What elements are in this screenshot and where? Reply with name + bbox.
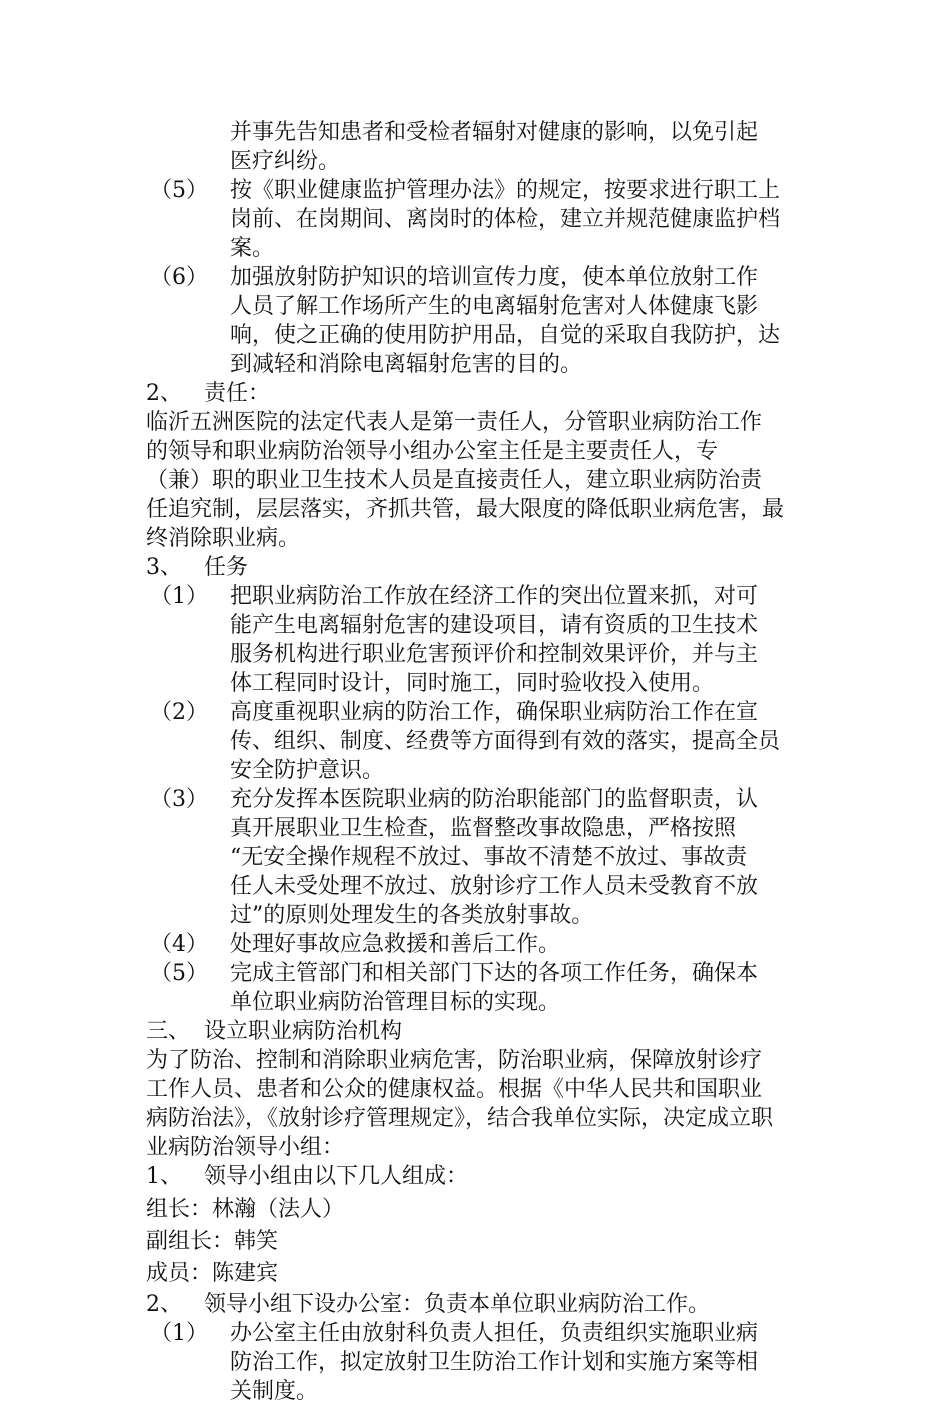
heading-number: 三、	[146, 1019, 191, 1044]
text-line: 并事先告知患者和受检者辐射对健康的影响，以免引起	[230, 120, 759, 145]
group-members	[146, 1191, 806, 1290]
group-leader: 组长：林瀚（法人）	[146, 1197, 345, 1222]
group-member: 成员：陈建宾	[146, 1261, 279, 1286]
section-heading-organization	[146, 1017, 806, 1046]
responsibility-paragraph	[146, 408, 806, 553]
heading-text: 领导小组下设办公室：负责本单位职业病防治工作。	[204, 1292, 711, 1317]
task-item-5	[146, 959, 806, 1017]
heading-text: 设立职业病防治机构	[204, 1019, 403, 1044]
section-heading-responsibility	[146, 379, 806, 408]
text-line: 真开展职业卫生检查，监督整改事故隐患，严格按照	[230, 816, 737, 841]
item-number: （1）	[150, 1321, 208, 1346]
text-line: 传、组织、制度、经费等方面得到有效的落实，提高全员	[230, 729, 781, 754]
text-line: 任人未受处理不放过、放射诊疗工作人员未受教育不放	[230, 874, 759, 899]
item-number: （4）	[150, 932, 208, 957]
item-number: （5）	[150, 178, 208, 203]
heading-number: 2、	[146, 1292, 182, 1317]
text-line: 单位职业病防治管理目标的实现。	[230, 990, 561, 1015]
organization-paragraph	[146, 1046, 806, 1162]
item-number: （6）	[150, 265, 208, 290]
text-line: 完成主管部门和相关部门下达的各项工作任务，确保本	[230, 961, 759, 986]
item-body	[230, 785, 806, 930]
item-body	[230, 176, 806, 263]
text-line: 关制度。	[230, 1379, 319, 1404]
text-line: 能产生电离辐射危害的建设项目，请有资质的卫生技术	[230, 613, 759, 638]
document-body	[146, 118, 806, 1406]
section-heading-tasks	[146, 553, 806, 582]
measure-item-6	[146, 263, 806, 379]
text-line: 充分发挥本医院职业病的防治职能部门的监督职责，认	[230, 787, 759, 812]
task-item-1	[146, 582, 806, 698]
item-body	[230, 959, 806, 1017]
heading-text: 领导小组由以下几人组成：	[204, 1164, 469, 1189]
item-body	[230, 930, 806, 959]
text-line: 任追究制，层层落实，齐抓共管，最大限度的降低职业病危害，最	[146, 497, 785, 522]
text-line: 把职业病防治工作放在经济工作的突出位置来抓，对可	[230, 584, 759, 609]
heading-text: 任务	[204, 555, 249, 580]
text-line: 到减轻和消除电离辐射危害的目的。	[230, 352, 583, 377]
text-line: 工作人员、患者和公众的健康权益。根据《中华人民共和国职业	[146, 1077, 763, 1102]
text-line: 的领导和职业病防治领导小组办公室主任是主要责任人，专	[146, 439, 719, 464]
text-line: （兼）职的职业卫生技术人员是直接责任人，建立职业病防治责	[146, 468, 763, 493]
text-line: 医疗纠纷。	[230, 149, 341, 174]
subsection-heading-group	[146, 1162, 806, 1191]
task-item-4	[146, 930, 806, 959]
text-line: 安全防护意识。	[230, 758, 385, 783]
measure-item-5	[146, 176, 806, 263]
text-line: 响，使之正确的使用防护用品，自觉的采取自我防护，达	[230, 323, 781, 348]
item-number-empty	[146, 118, 230, 147]
heading-number: 2、	[146, 381, 182, 406]
text-line: 过”的原则处理发生的各类放射事故。	[230, 903, 594, 928]
item-body	[230, 118, 806, 176]
text-line: 高度重视职业病的防治工作，确保职业病防治工作在宣	[230, 700, 759, 725]
text-line: 岗前、在岗期间、离岗时的体检，建立并规范健康监护档	[230, 207, 781, 232]
item-number: （2）	[150, 700, 208, 725]
heading-text: 责任：	[204, 381, 271, 406]
heading-number: 3、	[146, 555, 182, 580]
item-body	[230, 263, 806, 379]
heading-number: 1、	[146, 1164, 182, 1189]
task-item-3	[146, 785, 806, 930]
text-line: 防治工作，拟定放射卫生防治工作计划和实施方案等相	[230, 1350, 759, 1375]
subsection-heading-office	[146, 1290, 806, 1319]
item-number: （1）	[150, 584, 208, 609]
task-item-2	[146, 698, 806, 785]
item-body	[230, 582, 806, 698]
text-line: 办公室主任由放射科负责人担任，负责组织实施职业病	[230, 1321, 759, 1346]
text-line: 按《职业健康监护管理办法》的规定，按要求进行职工上	[230, 178, 781, 203]
text-line: 人员了解工作场所产生的电离辐射危害对人体健康飞影	[230, 294, 759, 319]
item-body	[230, 698, 806, 785]
text-line: 案。	[230, 236, 275, 261]
text-line: 为了防治、控制和消除职业病危害，防治职业病，保障放射诊疗	[146, 1048, 763, 1073]
text-line: 加强放射防护知识的培训宣传力度，使本单位放射工作	[230, 265, 759, 290]
text-line: 处理好事故应急救援和善后工作。	[230, 932, 561, 957]
text-line: 病防治法》，《放射诊疗管理规定》，结合我单位实际，决定成立职	[146, 1106, 774, 1131]
text-line: 体工程同时设计，同时施工，同时验收投入使用。	[230, 671, 715, 696]
group-deputy-leader: 副组长：韩笑	[146, 1229, 279, 1254]
text-line: 业病防治领导小组：	[146, 1135, 345, 1160]
item-number: （5）	[150, 961, 208, 986]
text-line: “无安全操作规程不放过、事故不清楚不放过、事故责	[230, 845, 748, 870]
text-line: 终消除职业病。	[146, 526, 301, 551]
text-line: 临沂五洲医院的法定代表人是第一责任人，分管职业病防治工作	[146, 410, 763, 435]
text-line: 服务机构进行职业危害预评价和控制效果评价，并与主	[230, 642, 759, 667]
office-item-1	[146, 1319, 806, 1406]
item-body	[230, 1319, 806, 1406]
item-continuation	[146, 118, 806, 176]
item-number: （3）	[150, 787, 208, 812]
